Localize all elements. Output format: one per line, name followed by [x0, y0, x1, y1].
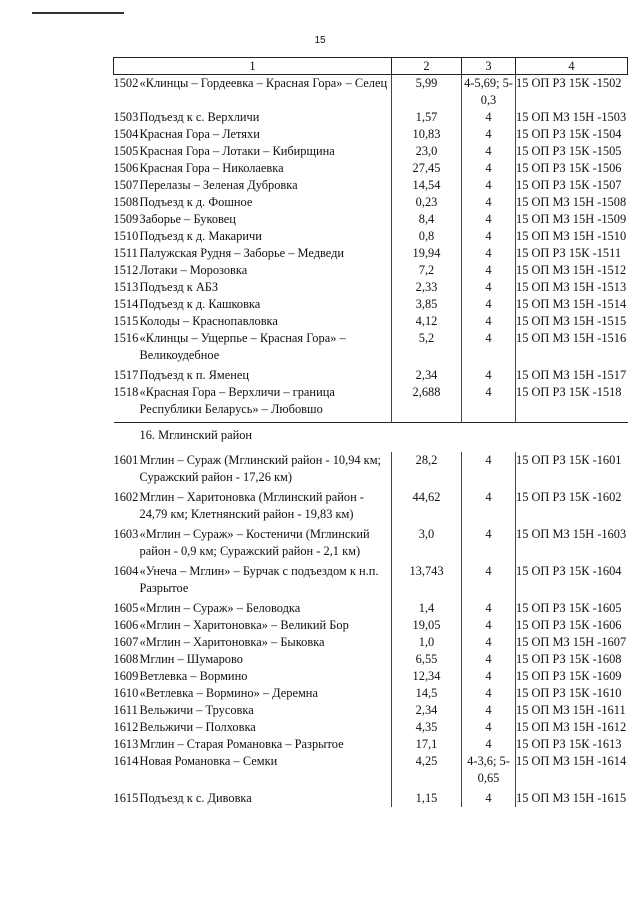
- road-category: 4: [462, 600, 516, 617]
- road-id-code: 15 ОП РЗ 15К -1507: [516, 178, 622, 192]
- road-length: 2,688: [392, 384, 462, 423]
- road-id-code: 15 ОП МЗ 15Н -1612: [516, 720, 627, 734]
- table-row: [114, 228, 628, 245]
- road-length: 2,33: [392, 279, 462, 296]
- road-category: 4: [462, 245, 516, 262]
- road-name: Вельжичи – Полховка: [139, 720, 256, 734]
- table-row: [114, 296, 628, 313]
- road-number: 1516: [113, 331, 139, 345]
- road-category: 4: [462, 651, 516, 668]
- road-category: 4: [462, 790, 516, 807]
- road-name: Подъезд к д. Макаричи: [139, 229, 262, 243]
- road-number: 1607: [113, 635, 139, 649]
- road-name: Подъезд к д. Фошное: [139, 195, 253, 209]
- road-number: 1506: [113, 161, 139, 175]
- road-category: 4: [462, 177, 516, 194]
- road-length: 1,4: [392, 600, 462, 617]
- road-name: Подъезд к АБЗ: [139, 280, 219, 294]
- road-id-code: 15 ОП МЗ 15Н -1603: [516, 527, 627, 541]
- table-row: [114, 563, 628, 600]
- road-category: 4: [462, 736, 516, 753]
- road-name: Подъезд к с. Верхличи: [139, 110, 260, 124]
- road-category: 4: [462, 634, 516, 651]
- road-number: 1517: [113, 368, 139, 382]
- road-length: 13,743: [392, 563, 462, 600]
- road-name: Красная Гора – Лотаки – Кибирщина: [139, 144, 335, 158]
- table-row: [114, 177, 628, 194]
- road-id-code: 15 ОП МЗ 15Н -1611: [516, 703, 626, 717]
- road-category: 4: [462, 160, 516, 177]
- road-length: 2,34: [392, 367, 462, 384]
- road-length: 1,15: [392, 790, 462, 807]
- road-category: 4: [462, 109, 516, 126]
- table-row: [114, 109, 628, 126]
- road-category: 4: [462, 228, 516, 245]
- road-id-code: 15 ОП РЗ 15К -1518: [516, 385, 622, 399]
- road-number: 1505: [113, 144, 139, 158]
- road-number: 1507: [113, 178, 139, 192]
- road-length: 28,2: [392, 452, 462, 489]
- road-number: 1605: [113, 601, 139, 615]
- table-row: [114, 452, 628, 489]
- road-name: «Мглин – Сураж» – Костеничи (Мглинский район - 0,9 км; Суражский район - 2,1 км): [139, 527, 370, 558]
- road-length: 6,55: [392, 651, 462, 668]
- road-length: 3,85: [392, 296, 462, 313]
- road-name: Палужская Рудня – Заборье – Медведи: [139, 246, 345, 260]
- road-name: «Ветлевка – Вормино» – Деремна: [139, 686, 318, 700]
- column-header: 2: [392, 58, 462, 75]
- table-row: [114, 685, 628, 702]
- table-row: [114, 526, 628, 563]
- road-length: 27,45: [392, 160, 462, 177]
- road-name: Красная Гора – Николаевка: [139, 161, 284, 175]
- road-length: 1,0: [392, 634, 462, 651]
- road-id-code: 15 ОП МЗ 15Н -1615: [516, 791, 627, 805]
- road-category: 4: [462, 719, 516, 736]
- column-header-row: [114, 58, 628, 75]
- road-id-code: 15 ОП РЗ 15К -1604: [516, 564, 622, 578]
- road-number: 1518: [113, 385, 139, 399]
- road-name: Заборье – Буковец: [139, 212, 236, 226]
- road-number: 1515: [113, 314, 139, 328]
- road-name: Новая Романовка – Семки: [139, 754, 278, 768]
- road-category: 4: [462, 384, 516, 423]
- road-id-code: 15 ОП РЗ 15К -1613: [516, 737, 622, 751]
- table-row: [114, 719, 628, 736]
- road-length: 23,0: [392, 143, 462, 160]
- road-id-code: 15 ОП МЗ 15Н -1614: [516, 754, 627, 768]
- road-name: Мглин – Старая Романовка – Разрытое: [139, 737, 344, 751]
- table-row: [114, 489, 628, 526]
- road-number: 1609: [113, 669, 139, 683]
- road-name: Лотаки – Морозовка: [139, 263, 248, 277]
- section-title: 16. Мглинский район: [139, 428, 253, 442]
- road-name: Мглин – Шумарово: [139, 652, 243, 666]
- road-number: 1610: [113, 686, 139, 700]
- road-number: 1601: [113, 453, 139, 467]
- table-row: [114, 75, 628, 110]
- road-length: 12,34: [392, 668, 462, 685]
- road-category: 4: [462, 668, 516, 685]
- road-length: 1,57: [392, 109, 462, 126]
- road-category: 4: [462, 685, 516, 702]
- road-category: 4: [462, 194, 516, 211]
- road-id-code: 15 ОП МЗ 15Н -1513: [516, 280, 627, 294]
- road-id-code: 15 ОП МЗ 15Н -1607: [516, 635, 627, 649]
- table-row: [114, 790, 628, 807]
- road-category: 4: [462, 452, 516, 489]
- road-number: 1511: [113, 246, 138, 260]
- road-name: «Мглин – Харитоновка» – Быковка: [139, 635, 325, 649]
- road-name: Перелазы – Зеленая Дубровка: [139, 178, 298, 192]
- table-row: [114, 330, 628, 367]
- road-number: 1608: [113, 652, 139, 666]
- road-id-code: 15 ОП МЗ 15Н -1510: [516, 229, 627, 243]
- road-length: 0,23: [392, 194, 462, 211]
- table-row: [114, 245, 628, 262]
- road-length: 8,4: [392, 211, 462, 228]
- road-category: 4: [462, 143, 516, 160]
- page-number: 15: [314, 35, 326, 46]
- road-id-code: 15 ОП МЗ 15Н -1514: [516, 297, 627, 311]
- table-row: [114, 702, 628, 719]
- road-category: 4-5,69; 5-0,3: [462, 75, 516, 110]
- road-register-table: [113, 57, 628, 807]
- road-length: 5,2: [392, 330, 462, 367]
- road-category: 4: [462, 617, 516, 634]
- road-id-code: 15 ОП МЗ 15Н -1515: [516, 314, 627, 328]
- road-length: 7,2: [392, 262, 462, 279]
- road-number: 1615: [113, 791, 139, 805]
- road-category: 4: [462, 279, 516, 296]
- road-category: 4: [462, 526, 516, 563]
- table-row: [114, 651, 628, 668]
- road-id-code: 15 ОП МЗ 15Н -1517: [516, 368, 627, 382]
- road-name: Подъезд к д. Кашковка: [139, 297, 261, 311]
- top-rule: [32, 12, 124, 14]
- road-id-code: 15 ОП РЗ 15К -1606: [516, 618, 622, 632]
- road-id-code: 15 ОП РЗ 15К -1610: [516, 686, 622, 700]
- road-name: «Мглин – Сураж» – Беловодка: [139, 601, 301, 615]
- road-name: Мглин – Сураж (Мглинский район - 10,94 км; Суражский район - 17,26 км): [139, 453, 381, 484]
- road-length: 19,94: [392, 245, 462, 262]
- table-row: [114, 367, 628, 384]
- table-row: [114, 211, 628, 228]
- road-name: Вельжичи – Трусовка: [139, 703, 254, 717]
- road-id-code: 15 ОП РЗ 15К -1511: [516, 246, 622, 260]
- road-number: 1508: [113, 195, 139, 209]
- table-row: [114, 600, 628, 617]
- road-category: 4: [462, 296, 516, 313]
- road-name: «Мглин – Харитоновка» – Великий Бор: [139, 618, 349, 632]
- table-row: [114, 262, 628, 279]
- road-name: Мглин – Харитоновка (Мглинский район - 24,79 км; Клетнянский район - 19,83 км): [139, 490, 364, 521]
- road-id-code: 15 ОП РЗ 15К -1608: [516, 652, 622, 666]
- table-body-district-15: [114, 75, 628, 423]
- road-number: 1604: [113, 564, 139, 578]
- road-category: 4: [462, 367, 516, 384]
- road-number: 1603: [113, 527, 139, 541]
- road-id-code: 15 ОП РЗ 15К -1605: [516, 601, 622, 615]
- section-row: [114, 423, 628, 453]
- column-header: 4: [516, 58, 628, 75]
- table-row: [114, 384, 628, 423]
- road-id-code: 15 ОП РЗ 15К -1609: [516, 669, 622, 683]
- road-category: 4: [462, 489, 516, 526]
- road-length: 2,34: [392, 702, 462, 719]
- table-row: [114, 160, 628, 177]
- table-body-district-16: [114, 452, 628, 807]
- road-name: Красная Гора – Летяхи: [139, 127, 260, 141]
- road-name: «Клинцы – Гордеевка – Красная Гора» – Селец: [139, 76, 388, 90]
- road-category: 4: [462, 330, 516, 367]
- road-number: 1503: [113, 110, 139, 124]
- road-id-code: 15 ОП РЗ 15К -1602: [516, 490, 622, 504]
- road-id-code: 15 ОП МЗ 15Н -1508: [516, 195, 627, 209]
- road-number: 1509: [113, 212, 139, 226]
- road-number: 1504: [113, 127, 139, 141]
- road-length: 14,5: [392, 685, 462, 702]
- road-length: 17,1: [392, 736, 462, 753]
- road-id-code: 15 ОП МЗ 15Н -1516: [516, 331, 627, 345]
- road-id-code: 15 ОП МЗ 15Н -1512: [516, 263, 627, 277]
- road-id-code: 15 ОП РЗ 15К -1601: [516, 453, 622, 467]
- road-length: 0,8: [392, 228, 462, 245]
- table-row: [114, 126, 628, 143]
- table-row: [114, 753, 628, 790]
- road-number: 1514: [113, 297, 139, 311]
- road-number: 1613: [113, 737, 139, 751]
- road-length: 5,99: [392, 75, 462, 110]
- road-length: 14,54: [392, 177, 462, 194]
- section-header-group: [114, 423, 628, 453]
- road-length: 10,83: [392, 126, 462, 143]
- table-row: [114, 143, 628, 160]
- road-id-code: 15 ОП РЗ 15К -1502: [516, 76, 622, 90]
- table-row: [114, 313, 628, 330]
- table-row: [114, 668, 628, 685]
- road-number: 1614: [113, 754, 139, 768]
- road-number: 1510: [113, 229, 139, 243]
- column-header: 3: [462, 58, 516, 75]
- road-category: 4-3,6; 5-0,65: [462, 753, 516, 790]
- road-name: «Красная Гора – Верхличи – граница Республики Беларусь» – Любовшо: [139, 385, 335, 416]
- road-name: «Унеча – Мглин» – Бурчак с подъездом к н.п. Разрытое: [139, 564, 379, 595]
- road-number: 1513: [113, 280, 139, 294]
- road-category: 4: [462, 563, 516, 600]
- road-number: 1512: [113, 263, 139, 277]
- road-length: 4,12: [392, 313, 462, 330]
- road-category: 4: [462, 262, 516, 279]
- road-number: 1602: [113, 490, 139, 504]
- table-row: [114, 634, 628, 651]
- road-length: 4,25: [392, 753, 462, 790]
- road-number: 1606: [113, 618, 139, 632]
- road-number: 1502: [113, 76, 139, 90]
- road-length: 4,35: [392, 719, 462, 736]
- table-row: [114, 736, 628, 753]
- road-name: Колоды – Краснопавловка: [139, 314, 278, 328]
- column-header: 1: [114, 58, 392, 75]
- road-name: Ветлевка – Вормино: [139, 669, 248, 683]
- road-category: 4: [462, 126, 516, 143]
- road-id-code: 15 ОП МЗ 15Н -1509: [516, 212, 627, 226]
- road-length: 3,0: [392, 526, 462, 563]
- road-id-code: 15 ОП РЗ 15К -1504: [516, 127, 622, 141]
- road-category: 4: [462, 211, 516, 228]
- road-category: 4: [462, 313, 516, 330]
- road-length: 44,62: [392, 489, 462, 526]
- road-name: Подъезд к с. Дивовка: [139, 791, 252, 805]
- road-id-code: 15 ОП РЗ 15К -1506: [516, 161, 622, 175]
- table-row: [114, 617, 628, 634]
- table-row: [114, 194, 628, 211]
- table-row: [114, 279, 628, 296]
- road-number: 1612: [113, 720, 139, 734]
- road-id-code: 15 ОП РЗ 15К -1505: [516, 144, 622, 158]
- road-number: 1611: [113, 703, 138, 717]
- road-name: «Клинцы – Ущерпье – Красная Гора» – Великоудебное: [139, 331, 346, 362]
- road-name: Подъезд к п. Яменец: [139, 368, 250, 382]
- road-category: 4: [462, 702, 516, 719]
- road-id-code: 15 ОП МЗ 15Н -1503: [516, 110, 627, 124]
- road-length: 19,05: [392, 617, 462, 634]
